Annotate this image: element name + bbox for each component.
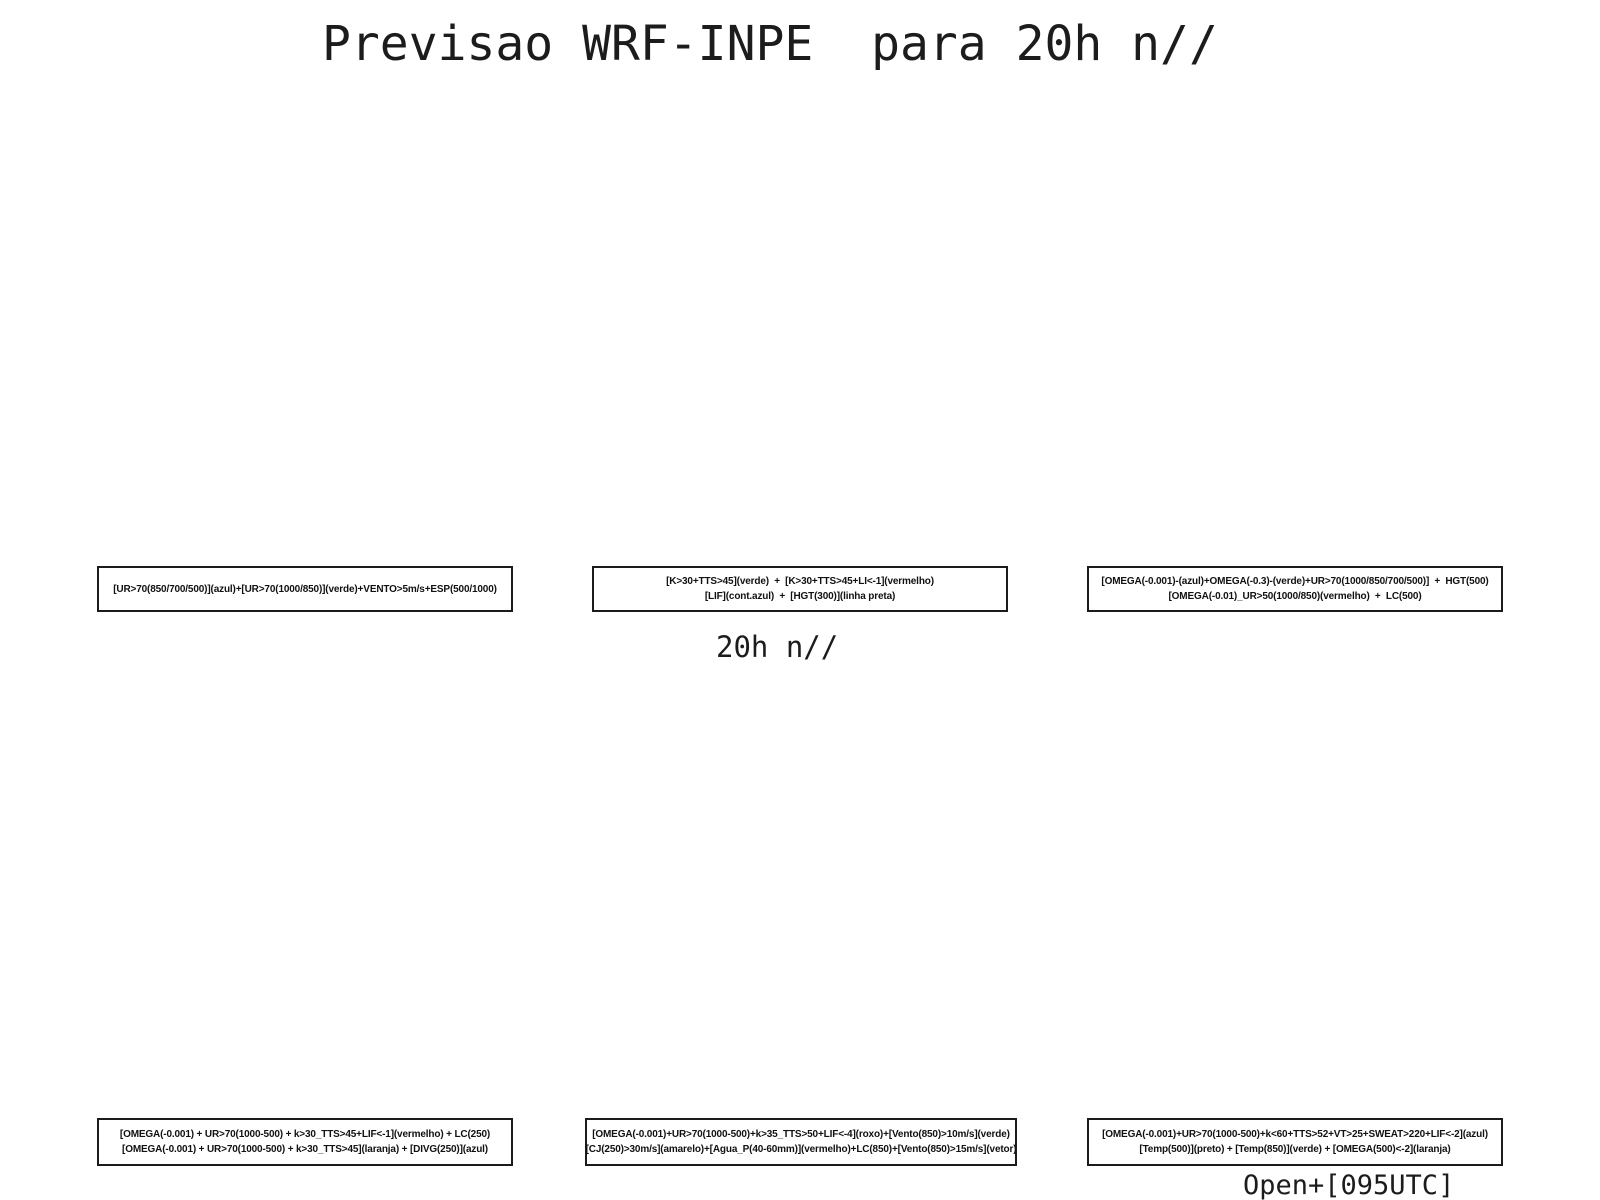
center-time-label: 20h n//: [716, 630, 839, 664]
legend-box-bottom-left: [97, 1118, 513, 1166]
legend-line-2: [LIF](cont.azul) + [HGT(300)](linha preta): [704, 591, 896, 602]
legend-box-bottom-center: [585, 1118, 1017, 1166]
legend-box-bottom-right: [1087, 1118, 1503, 1166]
legend-box-top-right: [1087, 566, 1503, 612]
legend-line-2: [OMEGA(-0.01)_UR>50(1000/850)(vermelho) + LC(500): [1168, 591, 1422, 602]
legend-line-2: [CJ(250)>30m/s](amarelo)+[Agua_P(40-60mm)](vermelho)+LC(850)+[Vento(850)>15m/s](vetor): [585, 1144, 1017, 1155]
legend-line-2: [OMEGA(-0.001) + UR>70(1000-500) + k>30_TTS>45](laranja) + [DIVG(250)](azul): [122, 1144, 488, 1155]
legend-line-1: [OMEGA(-0.001)+UR>70(1000-500)+k<60+TTS>52+VT>25+SWEAT>220+LIF<-2](azul): [1102, 1129, 1488, 1140]
legend-line-1: [OMEGA(-0.001)+UR>70(1000-500)+k>35_TTS>50+LIF<-4](roxo)+[Vento(850)>10m/s](verde): [592, 1129, 1010, 1140]
legend-line-1: [UR>70(850/700/500)](azul)+[UR>70(1000/850)](verde)+VENTO>5m/s+ESP(500/1000): [113, 583, 497, 595]
legend-box-top-center: [592, 566, 1008, 612]
legend-line-1: [OMEGA(-0.001) + UR>70(1000-500) + k>30_TTS>45+LIF<-1](vermelho) + LC(250): [119, 1129, 491, 1140]
legend-line-1: [OMEGA(-0.001)-(azul)+OMEGA(-0.3)-(verde)+UR>70(1000/850/700/500)] + HGT(500): [1101, 576, 1489, 587]
legend-line-2: [Temp(500)](preto) + [Temp(850)](verde) + [OMEGA(500)<-2](laranja): [1139, 1144, 1451, 1155]
legend-line-1: [K>30+TTS>45](verde) + [K>30+TTS>45+LI<-1](vermelho): [666, 576, 934, 587]
page-title: Previsao WRF-INPE para 20h n//: [322, 16, 1218, 72]
legend-box-top-left: [97, 566, 513, 612]
footer-open-utc-label: Open+[095UTC]: [1243, 1170, 1455, 1200]
